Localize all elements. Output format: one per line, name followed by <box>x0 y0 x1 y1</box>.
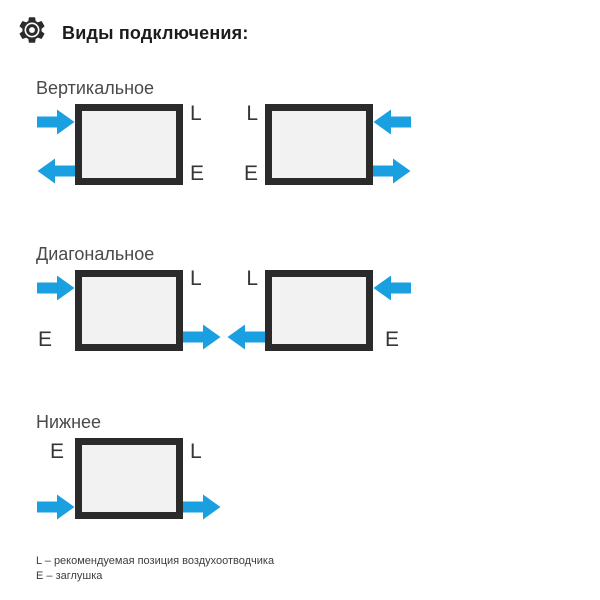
port-label-plug: E <box>49 440 64 463</box>
section-label-vertical: Вертикальное <box>36 78 155 98</box>
flow-in-arrow-icon <box>37 275 75 301</box>
flow-in-arrow-icon <box>37 109 75 135</box>
section-label-diagonal: Диагональное <box>36 244 155 264</box>
radiator-box <box>75 104 183 185</box>
radiator-box <box>265 270 373 351</box>
port-label-air-vent: L <box>190 102 202 125</box>
flow-out-arrow-icon <box>37 158 75 184</box>
port-label-air-vent: L <box>190 267 202 290</box>
flow-out-arrow-icon <box>373 158 411 184</box>
flow-in-arrow-icon <box>37 494 75 520</box>
radiator-box <box>75 438 183 519</box>
radiator-box <box>265 104 373 185</box>
flow-out-arrow-icon <box>227 324 265 350</box>
legend <box>36 554 274 584</box>
port-label-air-vent: L <box>246 267 258 290</box>
port-label-plug: E <box>385 328 400 351</box>
gear-icon <box>16 14 48 46</box>
flow-out-arrow-icon <box>183 494 221 520</box>
port-label-air-vent: L <box>246 102 258 125</box>
port-label-plug: E <box>243 162 258 185</box>
legend-line-plug: E – заглушка <box>36 570 103 582</box>
port-label-plug: E <box>38 328 53 351</box>
port-label-plug: E <box>190 162 205 185</box>
flow-in-arrow-icon <box>373 275 411 301</box>
legend-line-air-vent: L – рекомендуемая позиция воздухоотводчика <box>36 555 275 567</box>
flow-out-arrow-icon <box>183 324 221 350</box>
radiator-box <box>75 270 183 351</box>
section-label-bottom: Нижнее <box>36 412 102 432</box>
page-title: Виды подключения: <box>62 23 249 43</box>
port-label-air-vent: L <box>190 440 202 463</box>
flow-in-arrow-icon <box>373 109 411 135</box>
